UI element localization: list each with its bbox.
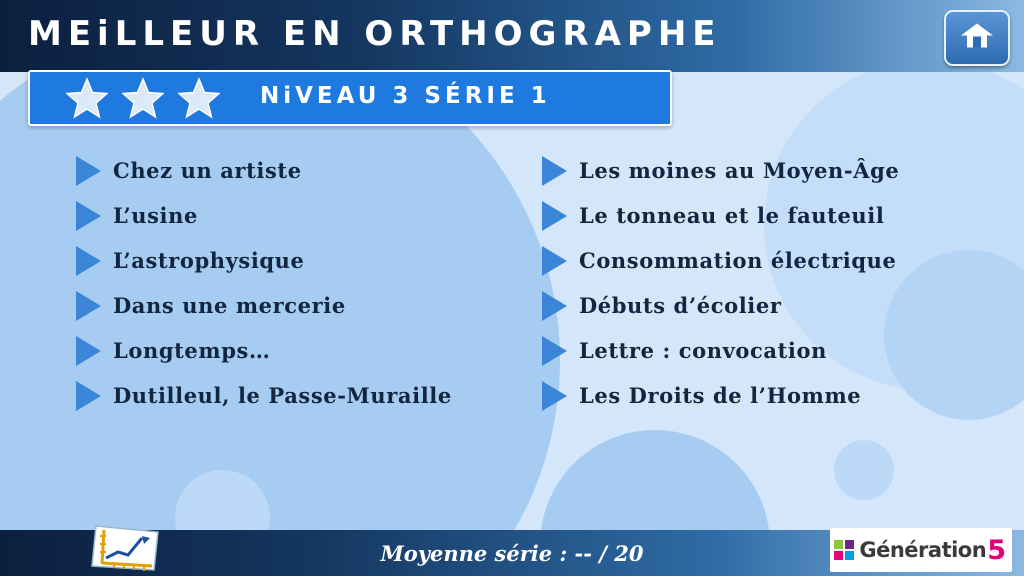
exercise-item[interactable] — [542, 328, 1012, 373]
star-rating — [66, 77, 220, 119]
exercise-label: Le tonneau et le fauteuil — [579, 203, 885, 228]
exercise-item[interactable] — [76, 283, 546, 328]
exercise-item[interactable] — [76, 148, 546, 193]
exercise-list-left — [76, 148, 546, 418]
exercise-item[interactable] — [76, 238, 546, 283]
page-title: MEiLLEUR EN ORTHOGRAPHE — [28, 14, 722, 54]
exercise-item[interactable] — [76, 328, 546, 373]
logo-word: Génération — [859, 538, 987, 562]
exercise-label: L’usine — [113, 203, 198, 228]
level-banner — [28, 70, 672, 126]
exercise-item[interactable] — [542, 238, 1012, 283]
results-chart-button[interactable] — [88, 522, 162, 574]
exercise-label: Lettre : convocation — [579, 338, 827, 363]
home-button[interactable] — [944, 10, 1010, 66]
play-arrow-icon — [542, 336, 567, 366]
play-arrow-icon — [76, 201, 101, 231]
exercise-label: Consommation électrique — [579, 248, 897, 273]
play-arrow-icon — [542, 156, 567, 186]
star-icon — [178, 77, 220, 119]
play-arrow-icon — [76, 291, 101, 321]
exercise-label: L’astrophysique — [113, 248, 305, 273]
exercise-label: Chez un artiste — [113, 158, 302, 183]
play-arrow-icon — [76, 246, 101, 276]
logo-squares-icon — [834, 540, 854, 560]
exercise-label: Débuts d’écolier — [579, 293, 782, 318]
exercise-item[interactable] — [542, 373, 1012, 418]
logo-five: 5 — [987, 534, 1006, 566]
decorative-circle — [834, 440, 894, 500]
series-average-label: Moyenne série : -- / 20 — [380, 541, 644, 566]
play-arrow-icon — [542, 201, 567, 231]
play-arrow-icon — [76, 156, 101, 186]
exercise-label: Les moines au Moyen-Âge — [579, 158, 900, 183]
exercise-item[interactable] — [76, 373, 546, 418]
results-chart-icon — [88, 522, 162, 574]
exercise-item[interactable] — [542, 148, 1012, 193]
star-icon — [66, 77, 108, 119]
play-arrow-icon — [542, 246, 567, 276]
exercise-label: Dans une mercerie — [113, 293, 346, 318]
exercise-item[interactable] — [542, 193, 1012, 238]
exercise-item[interactable] — [542, 283, 1012, 328]
play-arrow-icon — [542, 381, 567, 411]
generation5-logo — [830, 528, 1012, 572]
exercise-list-right — [542, 148, 1012, 418]
exercise-item[interactable] — [76, 193, 546, 238]
exercise-label: Dutilleul, le Passe-Muraille — [113, 383, 452, 408]
header-bar — [0, 0, 1024, 72]
star-icon — [122, 77, 164, 119]
play-arrow-icon — [76, 381, 101, 411]
play-arrow-icon — [542, 291, 567, 321]
exercise-label: Les Droits de l’Homme — [579, 383, 862, 408]
exercise-label: Longtemps… — [113, 338, 271, 363]
level-label: NiVEAU 3 SÉRIE 1 — [260, 83, 551, 109]
home-icon — [960, 21, 994, 56]
play-arrow-icon — [76, 336, 101, 366]
